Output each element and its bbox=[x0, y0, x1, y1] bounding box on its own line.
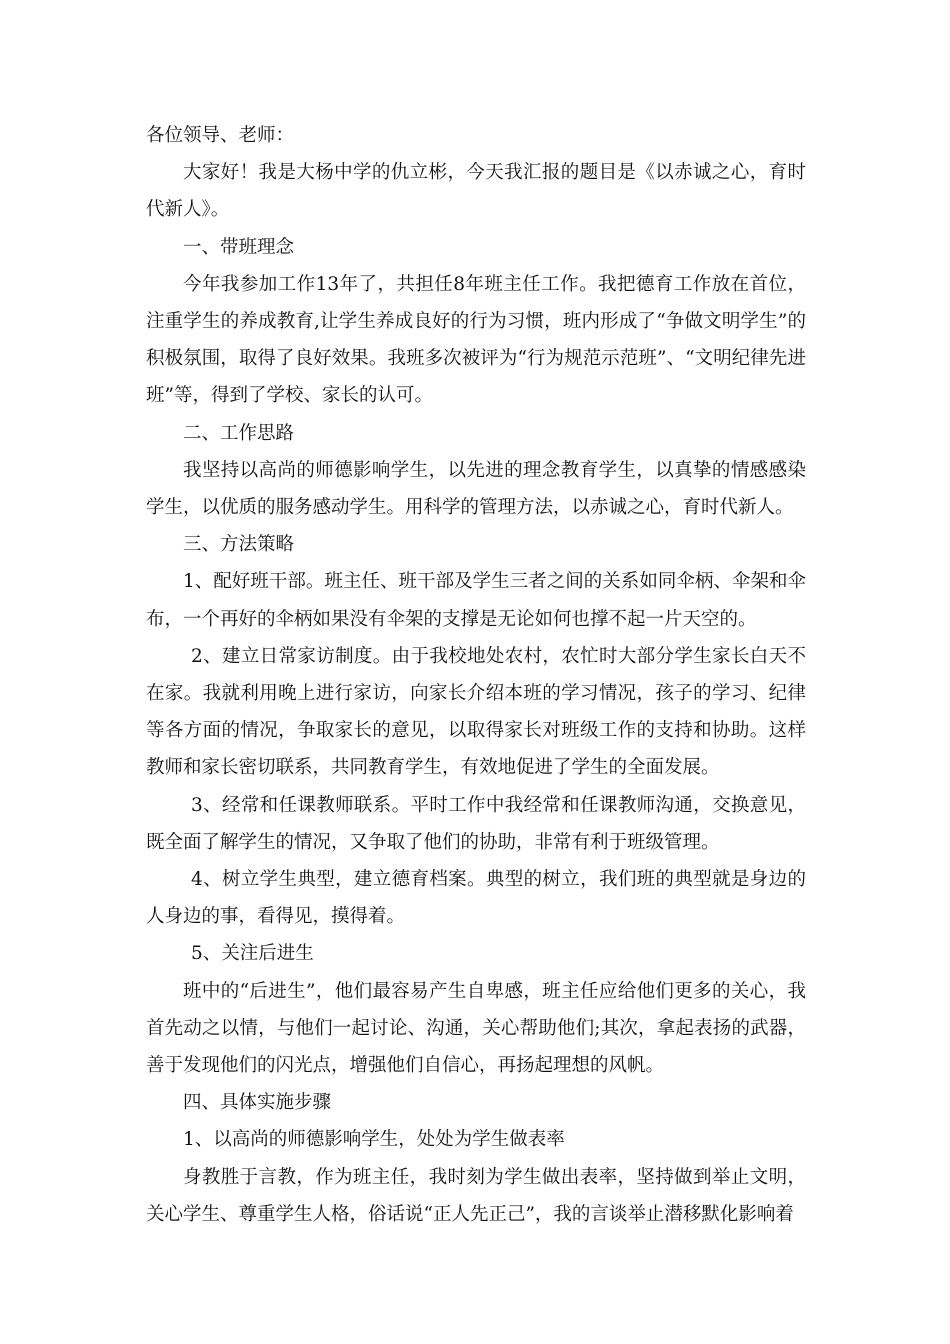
paragraph-approach: 我坚持以高尚的师德影响学生，以先进的理念教育学生，以真挚的情感感染学生，以优质的服务感动学生。用科学的管理方法，以赤诚之心，育时代新人。 bbox=[146, 459, 806, 519]
paragraph-strategy-5-title: 5、关注后进生 bbox=[191, 943, 314, 965]
paragraph-strategy-2: 2、建立日常家访制度。由于我校地处农村，农忙时大部分学生家长白天不在家。我就利用晚上进行家访，向家长介绍本班的学习情况，孩子的学习、纪律等各方面的情况，争取家长的意见，以取得家长对班级工作的支持和协助。这样教师和家长密切联系，共同教育学生，有效地促进了学生的全面发展。 bbox=[146, 645, 806, 779]
document-body bbox=[146, 117, 806, 1233]
section-heading-4: 四、具体实施步骤 bbox=[183, 1092, 332, 1114]
section-heading-1: 一、带班理念 bbox=[183, 236, 295, 258]
paragraph-strategy-1: 1、配好班干部。班主任、班干部及学生三者之间的关系如同伞柄、伞架和伞布，一个再好的伞柄如果没有伞架的支撑是无论如何也撑不起一片天空的。 bbox=[146, 571, 806, 630]
paragraph-step-1-title: 1、以高尚的师德影响学生，处处为学生做表率 bbox=[183, 1129, 565, 1151]
section-heading-2: 二、工作思路 bbox=[183, 422, 295, 444]
paragraph-philosophy: 今年我参加工作13年了，共担任8年班主任工作。我把德育工作放在首位，注重学生的养成教育,让学生养成良好的行为习惯，班内形成了“争做文明学生”的积极氛围，取得了良好效果。我班多次被评为“行为规范示范班”、“文明纪律先进班”等，得到了学校、家长的认可。 bbox=[146, 273, 806, 407]
paragraph-step-1: 身教胜于言教，作为班主任，我时刻为学生做出表率，坚持做到举止文明，关心学生、尊重学生人格，俗话说“正人先正己”，我的言谈举止潜移默化影响着 bbox=[146, 1166, 806, 1225]
paragraph-greeting: 大家好！我是大杨中学的仇立彬，今天我汇报的题目是《以赤诚之心，育时代新人》。 bbox=[146, 162, 806, 221]
paragraph-strategy-4: 4、树立学生典型，建立德育档案。典型的树立，我们班的典型就是身边的人身边的事，看得见，摸得着。 bbox=[146, 869, 806, 928]
paragraph-strategy-5: 班中的“后进生”，他们最容易产生自卑感，班主任应给他们更多的关心，我首先动之以情，与他们一起讨论、沟通，关心帮助他们;其次，拿起表扬的武器，善于发现他们的闪光点，增强他们自信心，再扬起理想的风帆。 bbox=[146, 980, 806, 1077]
paragraph-strategy-3: 3、经常和任课教师联系。平时工作中我经常和任课教师沟通，交换意见，既全面了解学生的情况，又争取了他们的协助，非常有利于班级管理。 bbox=[146, 794, 806, 853]
section-heading-3: 三、方法策略 bbox=[183, 534, 295, 556]
salutation: 各位领导、老师： bbox=[146, 125, 295, 146]
